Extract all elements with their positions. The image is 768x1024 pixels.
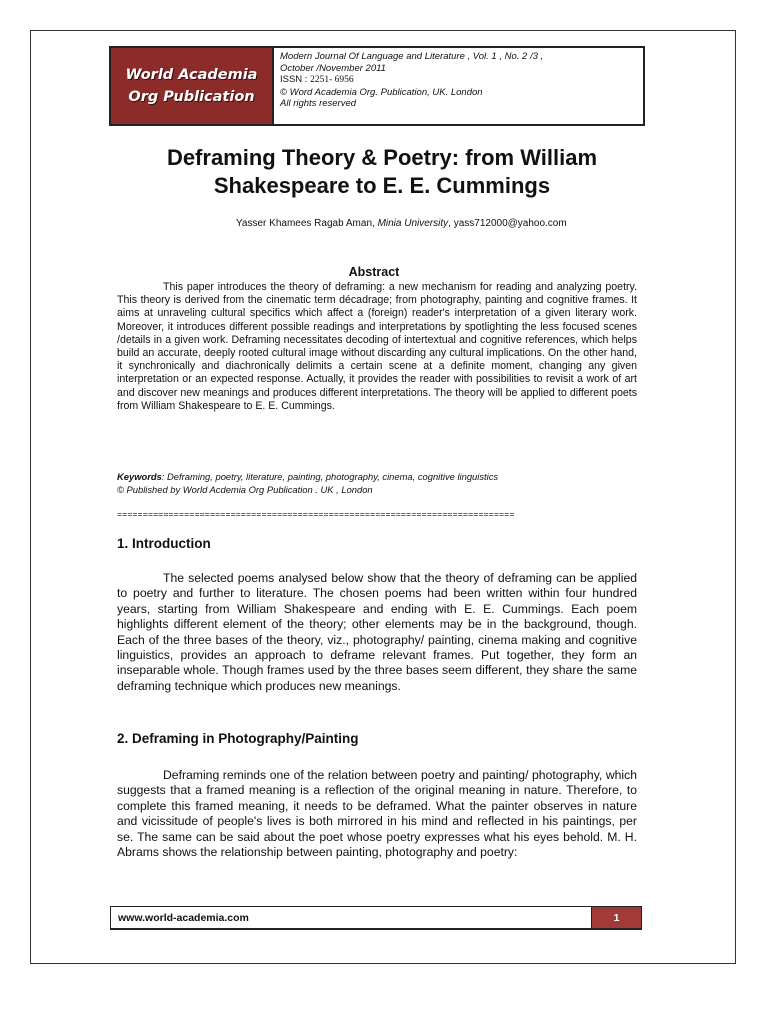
keywords-text: : Deframing, poetry, literature, painting, photography, cinema, cognitive linguistics: [161, 471, 499, 482]
rights-line: All rights reserved: [280, 98, 357, 109]
issn-label: ISSN :: [280, 74, 308, 85]
page-footer: [110, 906, 642, 930]
section-heading-introduction: 1. Introduction: [117, 536, 211, 551]
author-name: Yasser Khamees Ragab Aman,: [236, 218, 378, 229]
section-text-photography: Deframing reminds one of the relation between poetry and painting/ photography, which suggests that a framed meaning is a reflection of the original meaning in nature. Therefore, to complete this framed meaning, it needs to be deframed. What the painter observes in nature and vicissitude of people's lives is both mirrored in his mind and reflected in his paintings, per se. The same can be said about the poet whose poetry expresses what his eyes behold. M. H. Abrams shows the relationship between painting, photography and poetry:: [117, 768, 637, 860]
page-number: 1: [591, 907, 641, 928]
copyright-line: © Word Academia Org. Publication, UK. London: [280, 86, 483, 98]
title-line-2: Shakespeare to E. E. Cummings: [213, 173, 551, 198]
journal-header: [109, 46, 645, 126]
brand-line-2: Org Publication: [128, 89, 255, 105]
abstract-text: This paper introduces the theory of deframing: a new mechanism for reading and analyzing poetry. This theory is derived from the cinematic term décadrage; from photography, painting and cognitive frames. It aims at unraveling cultural specifics which affect a (foreign) reader's interpretation of a given literary work. Moreover, it introduces different possible readings and interpretations by spotlighting the less focused scenes /details in a given work. Deframing necessitates decoding of intertextual and cognitive references, which helps build an accurate, deeply rooted cultural image without discarding any cultural implications. On the other hand, it synchronically and diachronically delimits a certain scene at a definite moment, changing any given interpretation or an expected response. Actually, it provides the reader with possibilities to revisit a work of art and discover new meanings and produces different interpretations. The theory will be applied to different poets from William Shakespeare to E. E. Cummings.: [117, 281, 637, 412]
journal-date-line: October /November 2011: [280, 62, 386, 74]
keywords-label: Keywords: [117, 471, 162, 482]
section-text-introduction: The selected poems analysed below show that the theory of deframing can be applied to poetry and further to literature. The chosen poems had been written within four hundred years, starting from William Shakespeare and ending with E. E. Cummings. Each poem highlights different element of the theory; other elements may be in the background, though. Each of the three bases of the theory, viz., photography/ painting, cinema making and cognitive linguistics, provides an approach to deframe relevant frames. Put together, they form an inseparable whole. Though frames used by the three bases seem different, they share the same deframing technique which produces new meanings.: [117, 571, 637, 693]
author-email: , yass712000@yahoo.com: [448, 218, 567, 229]
title-line-1: Deframing Theory & Poetry: from William: [166, 145, 598, 170]
author-affiliation: Minia University: [377, 218, 449, 229]
issn-number: 2251- 6956: [310, 75, 354, 85]
brand-line-1: World Academia: [125, 67, 258, 83]
paper-title: [110, 144, 654, 200]
separator-line: =============================================================================: [117, 509, 515, 519]
abstract-heading: Abstract: [348, 265, 400, 279]
section-heading-photography: 2. Deframing in Photography/Painting: [117, 731, 359, 746]
publisher-logo: [111, 48, 274, 124]
keywords-block: [117, 471, 637, 496]
author-line: [236, 217, 567, 230]
journal-info: [274, 48, 549, 124]
journal-name-line: Modern Journal Of Language and Literature , Vol. 1 , No. 2 /3 ,: [280, 51, 544, 62]
issn-line: [280, 74, 543, 87]
footer-url: www.world-academia.com: [118, 911, 249, 924]
published-by: © Published by World Acdemia Org Publication . UK , London: [117, 483, 373, 495]
